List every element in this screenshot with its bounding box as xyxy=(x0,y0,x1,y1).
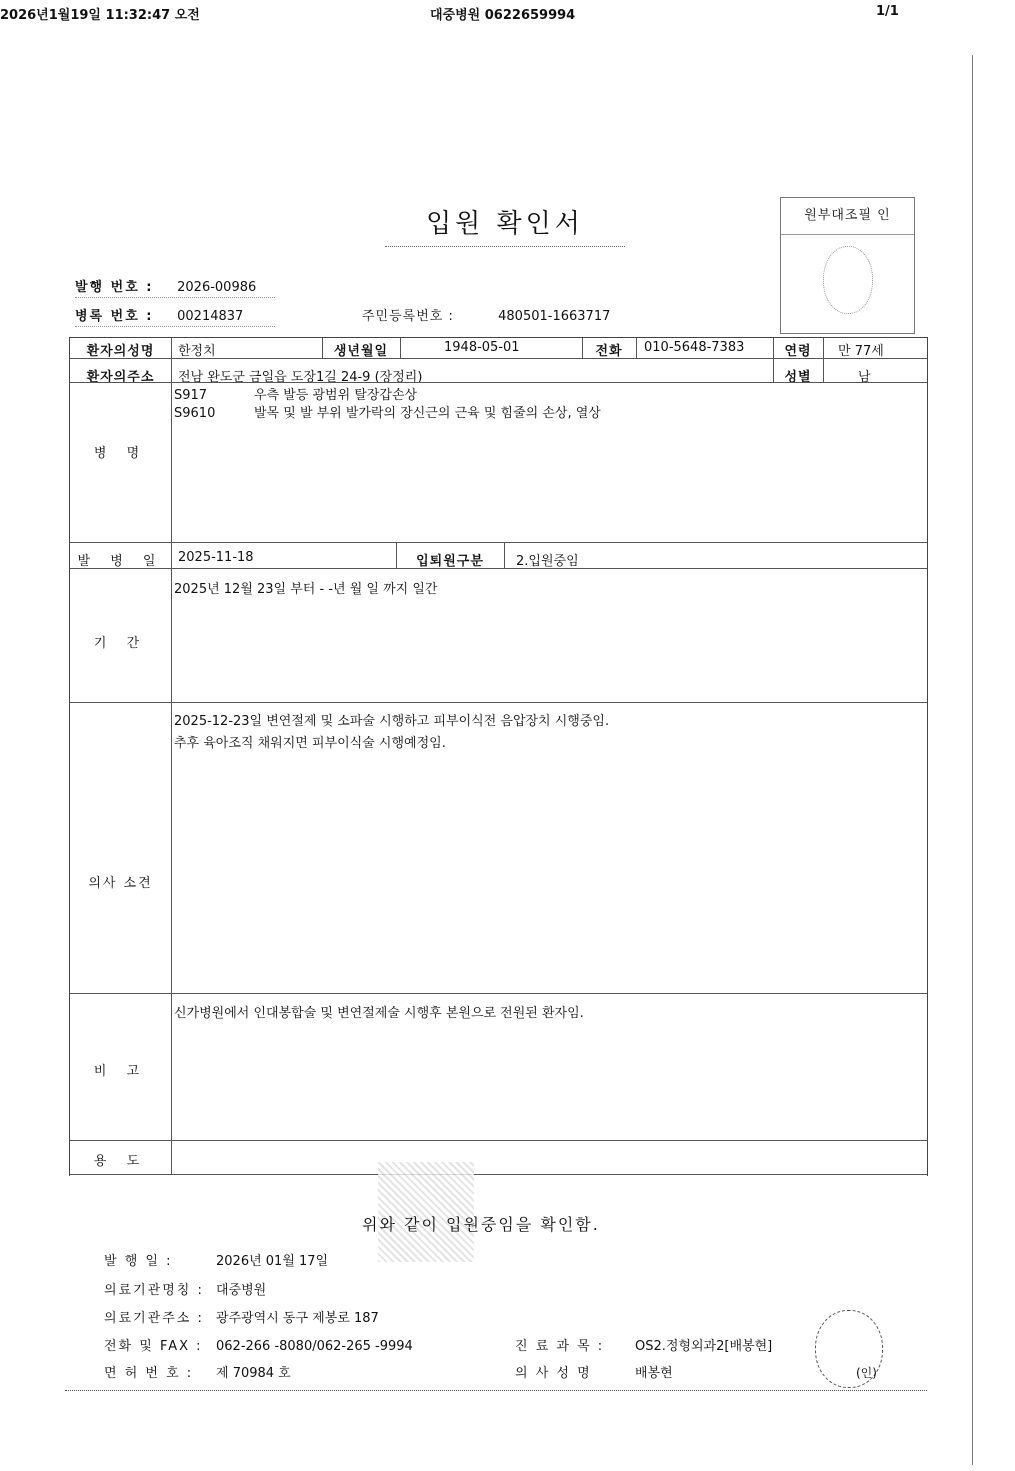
onset-label: 발 병 일 xyxy=(77,554,164,569)
doctor-row xyxy=(515,1362,673,1381)
department-row xyxy=(515,1335,772,1354)
onset-date: 2025-11-18 xyxy=(178,550,254,565)
divider xyxy=(400,338,401,358)
document-title-block xyxy=(360,203,650,247)
age-label: 연령 xyxy=(784,344,812,359)
fax-sender: 대중병원 0622659994 xyxy=(430,8,576,23)
issue-date: 2026년 01월 17일 xyxy=(216,1254,329,1269)
period-label: 기 간 xyxy=(93,636,148,651)
document-title: 입원 확인서 xyxy=(426,209,584,239)
opinion-label: 의사 소견 xyxy=(88,876,153,891)
phone: 010-5648-7383 xyxy=(644,340,745,355)
diagnosis-code: S917 xyxy=(174,388,208,403)
issue-date-label: 발 행 일 : xyxy=(104,1254,173,1269)
doctor-name: 배봉현 xyxy=(635,1366,673,1381)
diagnosis-code: S9610 xyxy=(174,406,216,421)
org-name-row xyxy=(104,1279,266,1298)
fax-header xyxy=(0,2,1015,22)
issue-number: 2026-00986 xyxy=(177,280,257,295)
divider xyxy=(636,338,637,358)
admission-type: 2.입원중임 xyxy=(516,554,579,569)
divider xyxy=(65,1390,927,1391)
tel-fax-row xyxy=(104,1335,413,1354)
divider xyxy=(70,358,927,359)
org-address-row xyxy=(104,1307,379,1326)
divider xyxy=(504,542,505,568)
opinion-line: 추후 육아조직 채워지면 피부이식술 시행예정임. xyxy=(174,736,446,751)
remarks-text: 신가병원에서 인대봉합술 및 변연절제술 시행후 본원으로 전원된 환자임. xyxy=(174,1006,584,1021)
record-number-row xyxy=(75,305,243,324)
fax-datetime: 2026년1월19일 11:32:47 오전 xyxy=(0,8,200,23)
divider xyxy=(171,338,172,1174)
address: 전남 완도군 금일읍 도장1길 24-9 (장정리) xyxy=(178,370,423,385)
divider xyxy=(70,542,927,543)
divider xyxy=(322,338,323,358)
original-verified-label: 원부대조필 인 xyxy=(781,198,914,235)
divider xyxy=(70,382,927,383)
dob-label: 생년월일 xyxy=(333,344,389,359)
admission-type-label: 입퇴원구분 xyxy=(416,554,484,569)
page-edge-line xyxy=(972,55,973,1465)
issue-date-row xyxy=(104,1250,328,1269)
department-label: 진 료 과 목 : xyxy=(515,1339,605,1354)
divider xyxy=(70,993,927,994)
confirmation-statement: 위와 같이 입원중임을 확인함. xyxy=(362,1215,600,1234)
record-number-label: 병록 번호 : xyxy=(75,309,154,324)
verification-seal xyxy=(823,246,873,314)
org-name-label: 의료기관명칭 : xyxy=(104,1283,204,1298)
divider xyxy=(70,1174,927,1175)
seal-mark: (인) xyxy=(856,1366,877,1380)
issue-number-label: 발행 번호 : xyxy=(75,280,154,295)
patient-name-label: 환자의성명 xyxy=(86,344,155,359)
admission-form-table xyxy=(69,337,928,1176)
record-number: 00214837 xyxy=(177,309,244,324)
diagnosis-label: 병 명 xyxy=(93,446,148,461)
divider xyxy=(75,326,275,327)
usage-label: 용 도 xyxy=(93,1154,148,1169)
divider xyxy=(396,542,397,568)
divider xyxy=(75,297,275,298)
period-text: 2025년 12월 23일 부터 - -년 월 일 까지 일간 xyxy=(174,582,438,597)
diagnosis-desc: 우측 발등 광범위 탈장갑손상 xyxy=(254,388,418,403)
divider xyxy=(70,568,927,569)
divider xyxy=(70,702,927,703)
fax-page: 1/1 xyxy=(876,4,899,19)
patient-name: 한정치 xyxy=(178,344,216,359)
tel-fax-label: 전화 및 FAX : xyxy=(104,1339,203,1354)
diagnosis-desc: 발목 및 발 부위 발가락의 장신근의 근육 및 힘줄의 손상, 열상 xyxy=(254,406,601,421)
tel-fax: 062-266 -8080/062-265 -9994 xyxy=(216,1339,413,1354)
department: OS2.정형외과2[배봉현] xyxy=(635,1339,773,1354)
rrn-label: 주민등록번호 : xyxy=(362,309,454,324)
dob: 1948-05-01 xyxy=(444,340,520,355)
divider xyxy=(70,1140,927,1141)
address-label: 환자의주소 xyxy=(86,370,155,385)
diagnosis-item xyxy=(174,402,601,421)
issue-number-row xyxy=(75,276,256,295)
license-number: 제 70984 호 xyxy=(216,1366,291,1381)
license-label: 면 허 번 호 : xyxy=(104,1366,194,1381)
rrn: 480501-1663717 xyxy=(498,309,611,324)
original-verified-box xyxy=(780,197,915,334)
sex-label: 성별 xyxy=(784,370,812,385)
doctor-label: 의 사 성 명 xyxy=(515,1366,592,1381)
age: 만 77세 xyxy=(838,344,884,359)
divider xyxy=(582,338,583,358)
rrn-row xyxy=(362,305,610,324)
diagnosis-item xyxy=(174,384,417,403)
sex: 남 xyxy=(858,370,871,385)
remarks-label: 비 고 xyxy=(93,1064,148,1079)
org-name: 대중병원 xyxy=(216,1283,267,1298)
org-address: 광주광역시 동구 제봉로 187 xyxy=(216,1311,379,1326)
phone-label: 전화 xyxy=(595,344,623,359)
org-address-label: 의료기관주소 : xyxy=(104,1311,204,1326)
title-underline xyxy=(385,246,625,247)
divider xyxy=(773,338,774,382)
divider xyxy=(823,338,824,382)
opinion-line: 2025-12-23일 변연절제 및 소파술 시행하고 피부이식전 음압장치 시행중임. xyxy=(174,714,610,729)
license-row xyxy=(104,1362,291,1381)
